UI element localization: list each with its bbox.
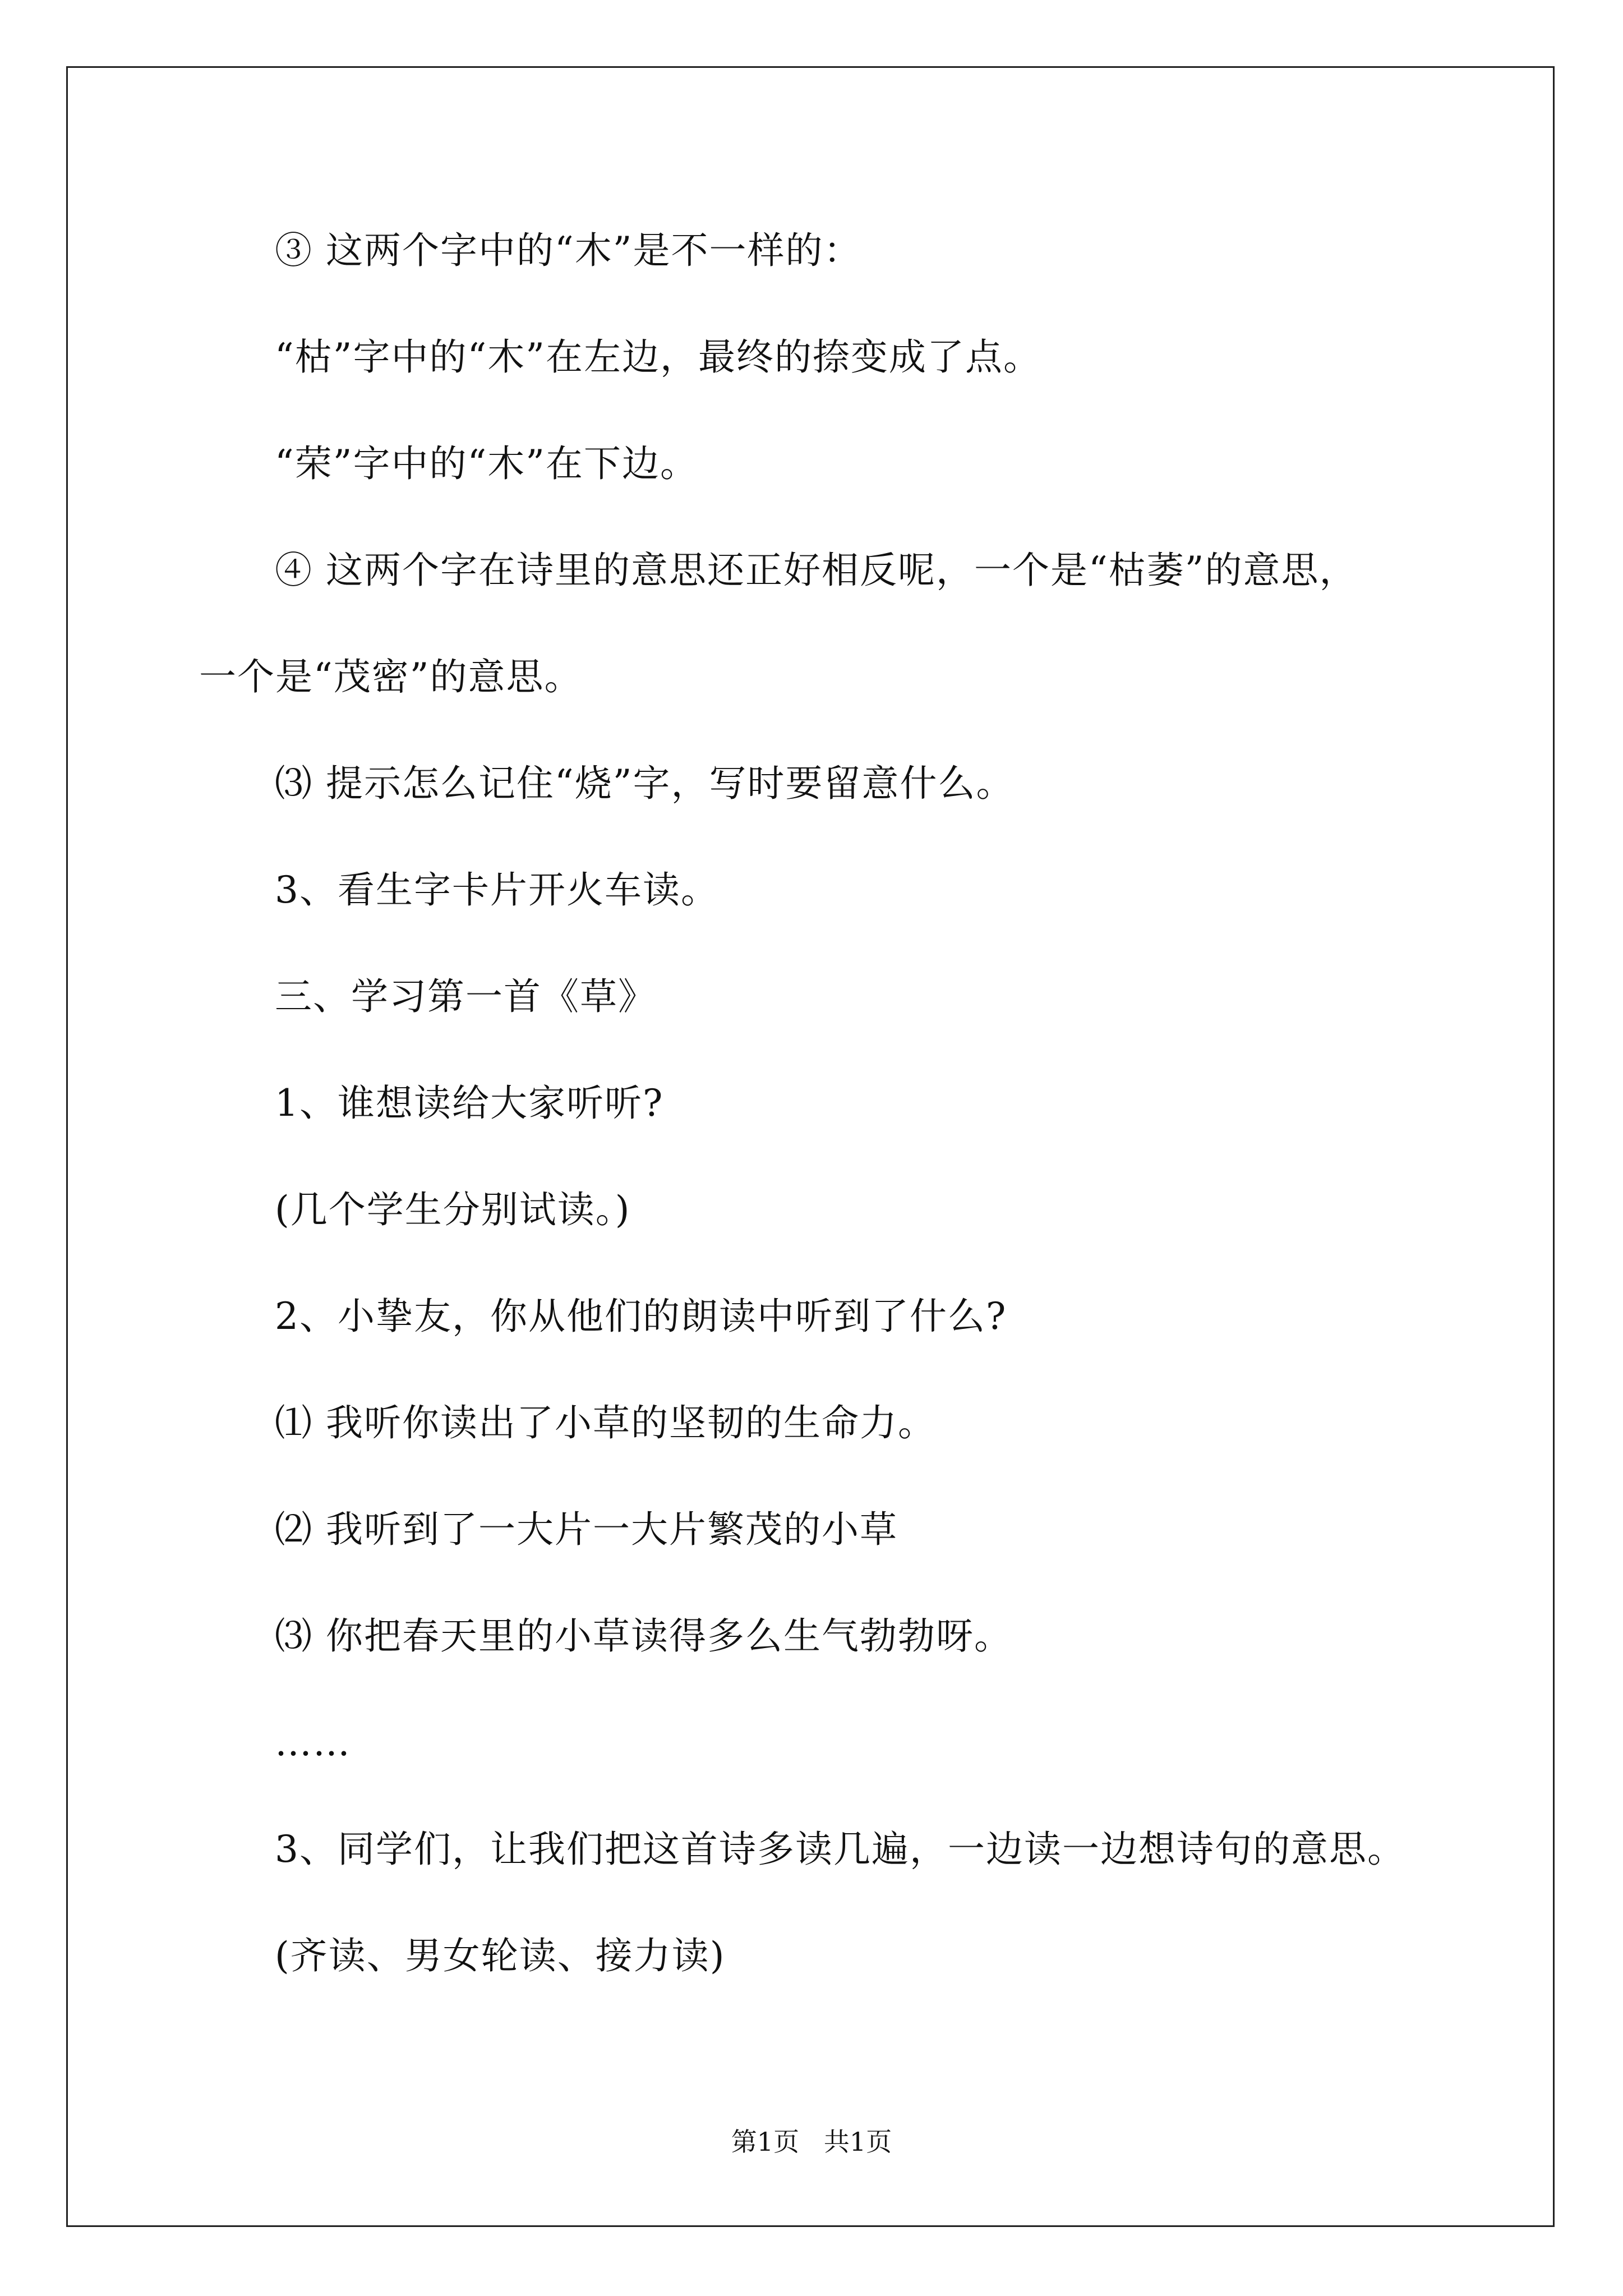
text-line: ③ 这两个字中的“木”是不一样的： (275, 229, 862, 272)
text-line: (几个学生分别试读。) (275, 1188, 631, 1231)
text-line: ⑶ 你把春天里的小草读得多么生气勃勃呀。 (275, 1614, 1012, 1658)
text-line: 3、看生字卡片开火车读。 (275, 868, 719, 912)
text-line: ⑶ 提示怎么记住“烧”字，写时要留意什么。 (275, 762, 1015, 805)
text-line: ⑵ 我听到了一大片一大片繁茂的小草 (275, 1508, 898, 1551)
text-line: ④ 这两个字在诗里的意思还正好相反呢，一个是“枯萎”的意思， (275, 549, 1358, 592)
text-line: 3、同学们，让我们把这首诗多读几遍，一边读一边想诗句的意思。 (275, 1828, 1405, 1871)
text-line: 一个是“茂密”的意思。 (199, 655, 583, 698)
page-number-footer: 第1页 共1页 (731, 2127, 892, 2157)
text-line: “荣”字中的“木”在下边。 (275, 442, 698, 485)
text-line: ⑴ 我听你读出了小草的坚韧的生命力。 (275, 1401, 936, 1444)
text-line: 2、小挚友，你从他们的朗读中听到了什么? (275, 1295, 1007, 1338)
text-line: “枯”字中的“木”在左边，最终的捺变成了点。 (275, 335, 1041, 379)
text-line: (齐读、男女轮读、接力读) (275, 1934, 726, 1977)
text-line: …… (275, 1721, 351, 1764)
text-line: 三、学习第一首《草》 (275, 975, 656, 1018)
text-line: 1、谁想读给大家听听? (275, 1082, 664, 1125)
